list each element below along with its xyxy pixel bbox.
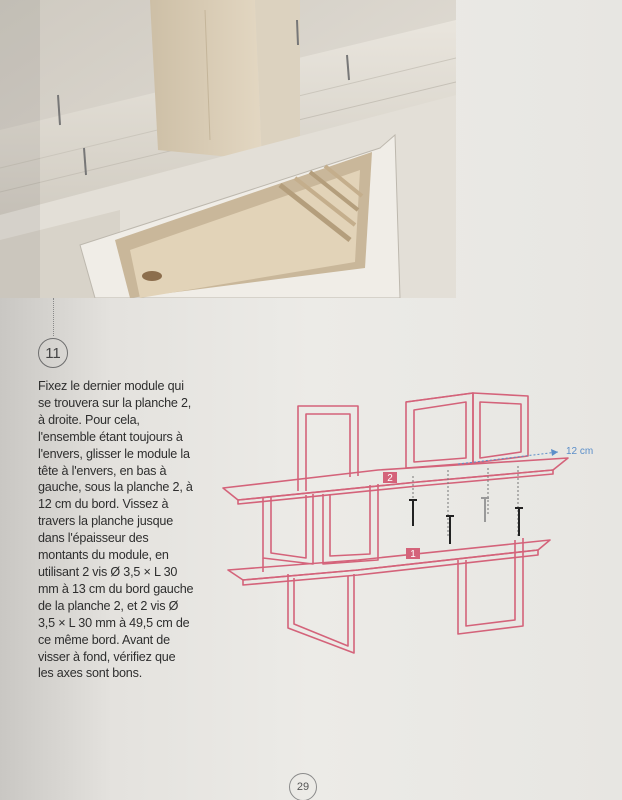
screw-icon bbox=[515, 508, 523, 536]
assembly-photo bbox=[0, 0, 456, 298]
step-number: 11 bbox=[45, 344, 61, 362]
page-number: 29 bbox=[296, 781, 310, 793]
plank-label-2: 2 bbox=[387, 473, 393, 484]
screw-icon bbox=[446, 516, 454, 544]
measurement-label: 12 cm bbox=[566, 446, 594, 457]
screw-icon bbox=[409, 500, 417, 526]
step-connector-line bbox=[53, 298, 54, 336]
step-number-badge bbox=[38, 338, 68, 368]
page-number-badge bbox=[289, 773, 317, 800]
instruction-paragraph: Fixez le dernier module qui se trouvera sur la planche 2, à droite. Pour cela, l'ensemble étant toujours à l'envers, glisser le module la tête à l'envers, en bas à gauche, sous la planche 2, à 12 cm du bord. Vissez à travers la planche jusque dans l'épaisseur des montants du module, en utilisant 2 vis Ø 3,5 × L 30 mm à 13 cm du bord gauche de la planche 2, et 2 vis Ø 3,5 × L 30 mm à 49,5 cm de ce même bord. Avant de visser à fond, vérifiez que les axes sont bons. bbox=[38, 379, 194, 681]
plank-label-1: 1 bbox=[410, 549, 416, 560]
instruction-text-block bbox=[38, 378, 194, 682]
assembly-diagram bbox=[218, 388, 610, 663]
